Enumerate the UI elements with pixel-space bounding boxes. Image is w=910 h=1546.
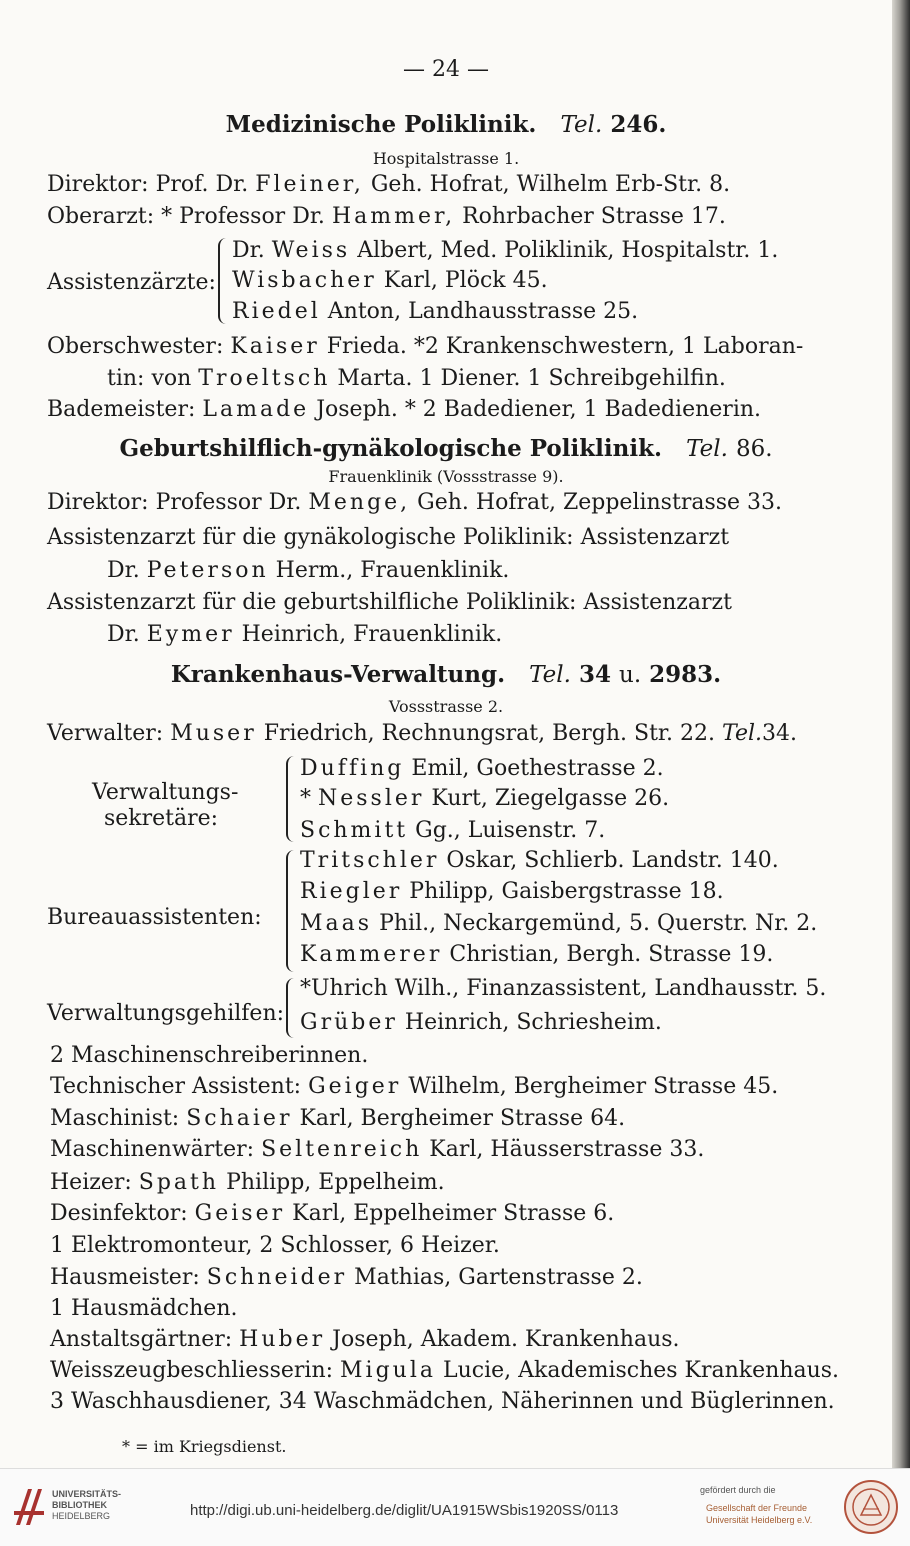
bureau-entry bbox=[300, 848, 779, 874]
assistant-entry bbox=[232, 299, 638, 325]
university-library-logo-icon bbox=[12, 1485, 46, 1529]
library-name-line: HEIDELBERG bbox=[52, 1511, 111, 1521]
staff-name: Spath bbox=[138, 1170, 220, 1195]
assistant-name: Eymer bbox=[146, 622, 235, 647]
sekretaer-name: Schmitt bbox=[300, 818, 409, 843]
staff-role: Maschinenwärter: bbox=[50, 1137, 255, 1162]
staff-line bbox=[50, 1296, 237, 1322]
library-name-line: UNIVERSITÄTS- bbox=[52, 1489, 122, 1499]
gehilfe-details: Wilh., Finanzassistent, Landhausstr. 5. bbox=[394, 976, 827, 1001]
director-label: Direktor: bbox=[47, 490, 149, 515]
staff-details: 1 Hausmädchen. bbox=[50, 1296, 238, 1321]
assistant-name: Weiss bbox=[271, 238, 351, 263]
oberarzt-name: Hammer, bbox=[331, 204, 456, 229]
sekretaer-entry bbox=[300, 756, 664, 782]
staff-role: Hausmeister: bbox=[50, 1265, 200, 1290]
staff-line bbox=[50, 1327, 680, 1353]
verwalter-name: Muser bbox=[170, 721, 257, 746]
tel-label: Tel. bbox=[529, 662, 571, 688]
bademeister-label: Bademeister: bbox=[47, 397, 196, 422]
staff-name: Schneider bbox=[206, 1265, 348, 1290]
section-heading-gyn-poliklinik bbox=[0, 436, 892, 462]
gyn-director-line bbox=[47, 490, 782, 516]
staff-name: Geiger bbox=[308, 1074, 402, 1099]
verwalter-tel: 34. bbox=[762, 721, 798, 746]
staff-details: Philipp, Eppelheim. bbox=[226, 1170, 445, 1195]
verwalter-label: Verwalter: bbox=[47, 721, 164, 746]
assistant-title: Dr. bbox=[107, 558, 140, 583]
digitization-footer bbox=[0, 1468, 910, 1546]
heading-text: Krankenhaus-Verwaltung. bbox=[170, 661, 506, 688]
assistant-name: Peterson bbox=[146, 558, 269, 583]
staff-details: Mathias, Gartenstrasse 2. bbox=[354, 1265, 643, 1290]
assistant-details: Herm., Frauenklinik. bbox=[275, 558, 510, 583]
staff-line bbox=[50, 1137, 704, 1163]
bademeister-name: Lamade bbox=[202, 397, 310, 422]
director-name: Menge, bbox=[308, 490, 411, 515]
bureau-label: Bureauassistenten: bbox=[47, 905, 262, 930]
society-seal-icon bbox=[843, 1479, 899, 1535]
bureau-entry bbox=[300, 911, 817, 937]
bureau-entry bbox=[300, 879, 724, 905]
staff-role: Weisszeugbeschliesserin: bbox=[50, 1358, 334, 1383]
laborantin-name: Troeltsch bbox=[198, 366, 331, 391]
staff-details: 1 Elektromonteur, 2 Schlosser, 6 Heizer. bbox=[50, 1233, 500, 1258]
footnote: * = im Kriegsdienst. bbox=[122, 1437, 287, 1456]
staff-line bbox=[50, 1043, 368, 1069]
staff-role: Heizer: bbox=[50, 1170, 132, 1195]
director-name: Fleiner, bbox=[255, 172, 364, 197]
tel-number-2: 2983. bbox=[649, 661, 722, 688]
sekretaer-name: Duffing bbox=[300, 756, 405, 781]
section-heading-verwaltung bbox=[0, 662, 892, 688]
gyn-address: Frauenklinik (Vossstrasse 9). bbox=[328, 467, 564, 486]
library-name-line: BIBLIOTHEK bbox=[52, 1500, 107, 1510]
staff-details: Karl, Bergheimer Strasse 64. bbox=[299, 1106, 626, 1131]
sponsor-caption: gefördert durch die bbox=[700, 1485, 776, 1495]
poliklinik-address: Hospitalstrasse 1. bbox=[372, 149, 520, 168]
verwalter-line bbox=[47, 721, 797, 747]
assistant-details: Albert, Med. Poliklinik, Hospitalstr. 1. bbox=[357, 238, 779, 263]
gyn-assistant-2-line: Assistenzarzt für die geburtshilfliche Poliklinik: Assistenzarzt bbox=[47, 590, 732, 615]
director-title: Prof. Dr. bbox=[155, 172, 249, 197]
staff-name: Huber bbox=[239, 1327, 326, 1352]
staff-line bbox=[50, 1358, 839, 1384]
assistant-title: Dr. bbox=[232, 238, 265, 263]
verwalter-tel-label: Tel. bbox=[722, 721, 763, 746]
continuation-prefix: tin: von bbox=[107, 366, 192, 391]
staff-line bbox=[50, 1265, 643, 1291]
gehilfe-entry bbox=[300, 1010, 662, 1036]
assistant-entry bbox=[232, 268, 548, 294]
staff-details: Joseph, Akadem. Krankenhaus. bbox=[332, 1327, 680, 1352]
assistants-label: Assistenzärzte: bbox=[47, 270, 216, 295]
staff-role: Desinfektor: bbox=[50, 1201, 188, 1226]
tel-number: 34 bbox=[578, 661, 611, 688]
director-details: Geh. Hofrat, Wilhelm Erb-Str. 8. bbox=[370, 172, 731, 197]
heading-text: Medizinische Poliklinik. bbox=[225, 111, 537, 138]
assistant-entry bbox=[232, 238, 778, 264]
assistant-details: Karl, Plöck 45. bbox=[383, 268, 548, 293]
continuation-details: Marta. 1 Diener. 1 Schreibgehilfin. bbox=[337, 366, 726, 391]
staff-details: Lucie, Akademisches Krankenhaus. bbox=[443, 1358, 840, 1383]
sekretaer-entry bbox=[300, 786, 669, 812]
bureau-brace bbox=[286, 850, 294, 972]
bureau-details: Philipp, Gaisbergstrasse 18. bbox=[409, 879, 724, 904]
oberarzt-title: * Professor Dr. bbox=[161, 204, 325, 229]
director-line bbox=[47, 172, 730, 198]
gyn-assistant-2-name-line bbox=[107, 622, 502, 648]
society-name-line: Universität Heidelberg e.V. bbox=[706, 1515, 813, 1525]
gehilfe-entry bbox=[300, 976, 826, 1002]
gehilfe-name: Grüber bbox=[300, 1010, 398, 1035]
war-service-mark: * bbox=[300, 786, 311, 811]
staff-line bbox=[50, 1106, 625, 1132]
assistant-details: Anton, Landhausstrasse 25. bbox=[327, 299, 639, 324]
assistant-title: Dr. bbox=[107, 622, 140, 647]
source-url-link[interactable]: http://digi.ub.uni-heidelberg.de/diglit/UA1915WSbis1920SS/0113 bbox=[190, 1502, 619, 1519]
assistant-details: Heinrich, Frauenklinik. bbox=[241, 622, 503, 647]
bureau-details: Oskar, Schlierb. Landstr. 140. bbox=[446, 848, 779, 873]
gehilfen-brace bbox=[286, 978, 294, 1038]
bureau-name: Riegler bbox=[300, 879, 403, 904]
assistant-name: Riedel bbox=[232, 299, 321, 324]
page-edge-shadow bbox=[892, 0, 910, 1468]
staff-name: Migula bbox=[340, 1358, 436, 1383]
bureau-details: Phil., Neckargemünd, 5. Querstr. Nr. 2. bbox=[379, 911, 818, 936]
oberarzt-label: Oberarzt: bbox=[47, 204, 155, 229]
tel-and: u. bbox=[619, 662, 642, 688]
oberarzt-line bbox=[47, 204, 726, 230]
sekretaer-details: Emil, Goethestrasse 2. bbox=[411, 756, 664, 781]
oberarzt-details: Rohrbacher Strasse 17. bbox=[462, 204, 726, 229]
staff-line bbox=[50, 1201, 614, 1227]
staff-name: Schaier bbox=[186, 1106, 293, 1131]
staff-details: 3 Waschhausdiener, 34 Waschmädchen, Näherinnen und Büglerinnen. bbox=[50, 1389, 835, 1414]
gyn-assistant-1-name-line bbox=[107, 558, 509, 584]
society-name-line: Gesellschaft der Freunde bbox=[706, 1503, 808, 1513]
staff-name: Seltenreich bbox=[261, 1137, 423, 1162]
staff-role: Technischer Assistent: bbox=[50, 1074, 302, 1099]
verwaltung-address: Vossstrasse 2. bbox=[388, 697, 504, 716]
staff-details: Karl, Häusserstrasse 33. bbox=[429, 1137, 705, 1162]
tel-number: 86. bbox=[735, 436, 773, 462]
sekretaere-label-2: sekretäre: bbox=[104, 806, 219, 831]
staff-details: Karl, Eppelheimer Strasse 6. bbox=[292, 1201, 615, 1226]
section-heading-medizinische-poliklinik bbox=[0, 112, 892, 138]
sekretaere-brace bbox=[286, 756, 294, 842]
sekretaer-details: Kurt, Ziegelgasse 26. bbox=[431, 786, 670, 811]
gehilfe-name: Uhrich bbox=[311, 976, 388, 1001]
director-label: Direktor: bbox=[47, 172, 149, 197]
staff-role: Anstaltsgärtner: bbox=[50, 1327, 233, 1352]
bureau-details: Christian, Bergh. Strasse 19. bbox=[449, 942, 774, 967]
staff-line bbox=[50, 1074, 778, 1100]
gyn-assistant-1-line: Assistenzarzt für die gynäkologische Poliklinik: Assistenzarzt bbox=[47, 525, 730, 550]
bureau-name: Tritschler bbox=[300, 848, 440, 873]
gehilfe-details: Heinrich, Schriesheim. bbox=[404, 1010, 662, 1035]
bureau-name: Maas bbox=[300, 911, 373, 936]
staff-details: Wilhelm, Bergheimer Strasse 45. bbox=[408, 1074, 779, 1099]
staff-name: Geiser bbox=[194, 1201, 286, 1226]
oberschwester-details: Frieda. *2 Krankenschwestern, 1 Laboran- bbox=[326, 334, 804, 359]
staff-details: 2 Maschinenschreiberinnen. bbox=[50, 1043, 369, 1068]
sekretaere-label-1: Verwaltungs- bbox=[92, 780, 239, 805]
oberschwester-continuation bbox=[107, 366, 726, 392]
staff-line bbox=[50, 1170, 445, 1196]
sekretaer-name: Nessler bbox=[318, 786, 425, 811]
sekretaer-details: Gg., Luisenstr. 7. bbox=[415, 818, 606, 843]
assistant-name: Wisbacher bbox=[232, 268, 377, 293]
assistants-brace bbox=[218, 238, 226, 324]
bureau-entry bbox=[300, 942, 773, 968]
war-service-mark: * bbox=[300, 976, 311, 1001]
oberschwester-label: Oberschwester: bbox=[47, 334, 224, 359]
director-title: Professor Dr. bbox=[155, 490, 302, 515]
gehilfen-label: Verwaltungsgehilfen: bbox=[47, 1001, 285, 1026]
staff-line bbox=[50, 1233, 500, 1259]
tel-number: 246. bbox=[610, 111, 667, 138]
tel-label: Tel. bbox=[686, 436, 728, 462]
oberschwester-name: Kaiser bbox=[230, 334, 320, 359]
tel-label: Tel. bbox=[560, 112, 603, 138]
bademeister-line bbox=[47, 397, 761, 423]
director-details: Geh. Hofrat, Zeppelinstrasse 33. bbox=[417, 490, 783, 515]
heading-text: Geburtshilflich-gynäkologische Poliklinik. bbox=[119, 435, 663, 462]
verwalter-details: Friedrich, Rechnungsrat, Bergh. Str. 22. bbox=[263, 721, 716, 746]
bademeister-details: Joseph. * 2 Badediener, 1 Badedienerin. bbox=[316, 397, 762, 422]
sekretaer-entry bbox=[300, 818, 605, 844]
staff-role: Maschinist: bbox=[50, 1106, 180, 1131]
staff-line bbox=[50, 1389, 835, 1415]
bureau-name: Kammerer bbox=[300, 942, 443, 967]
page-number: — 24 — bbox=[403, 57, 489, 82]
oberschwester-line bbox=[47, 334, 803, 360]
